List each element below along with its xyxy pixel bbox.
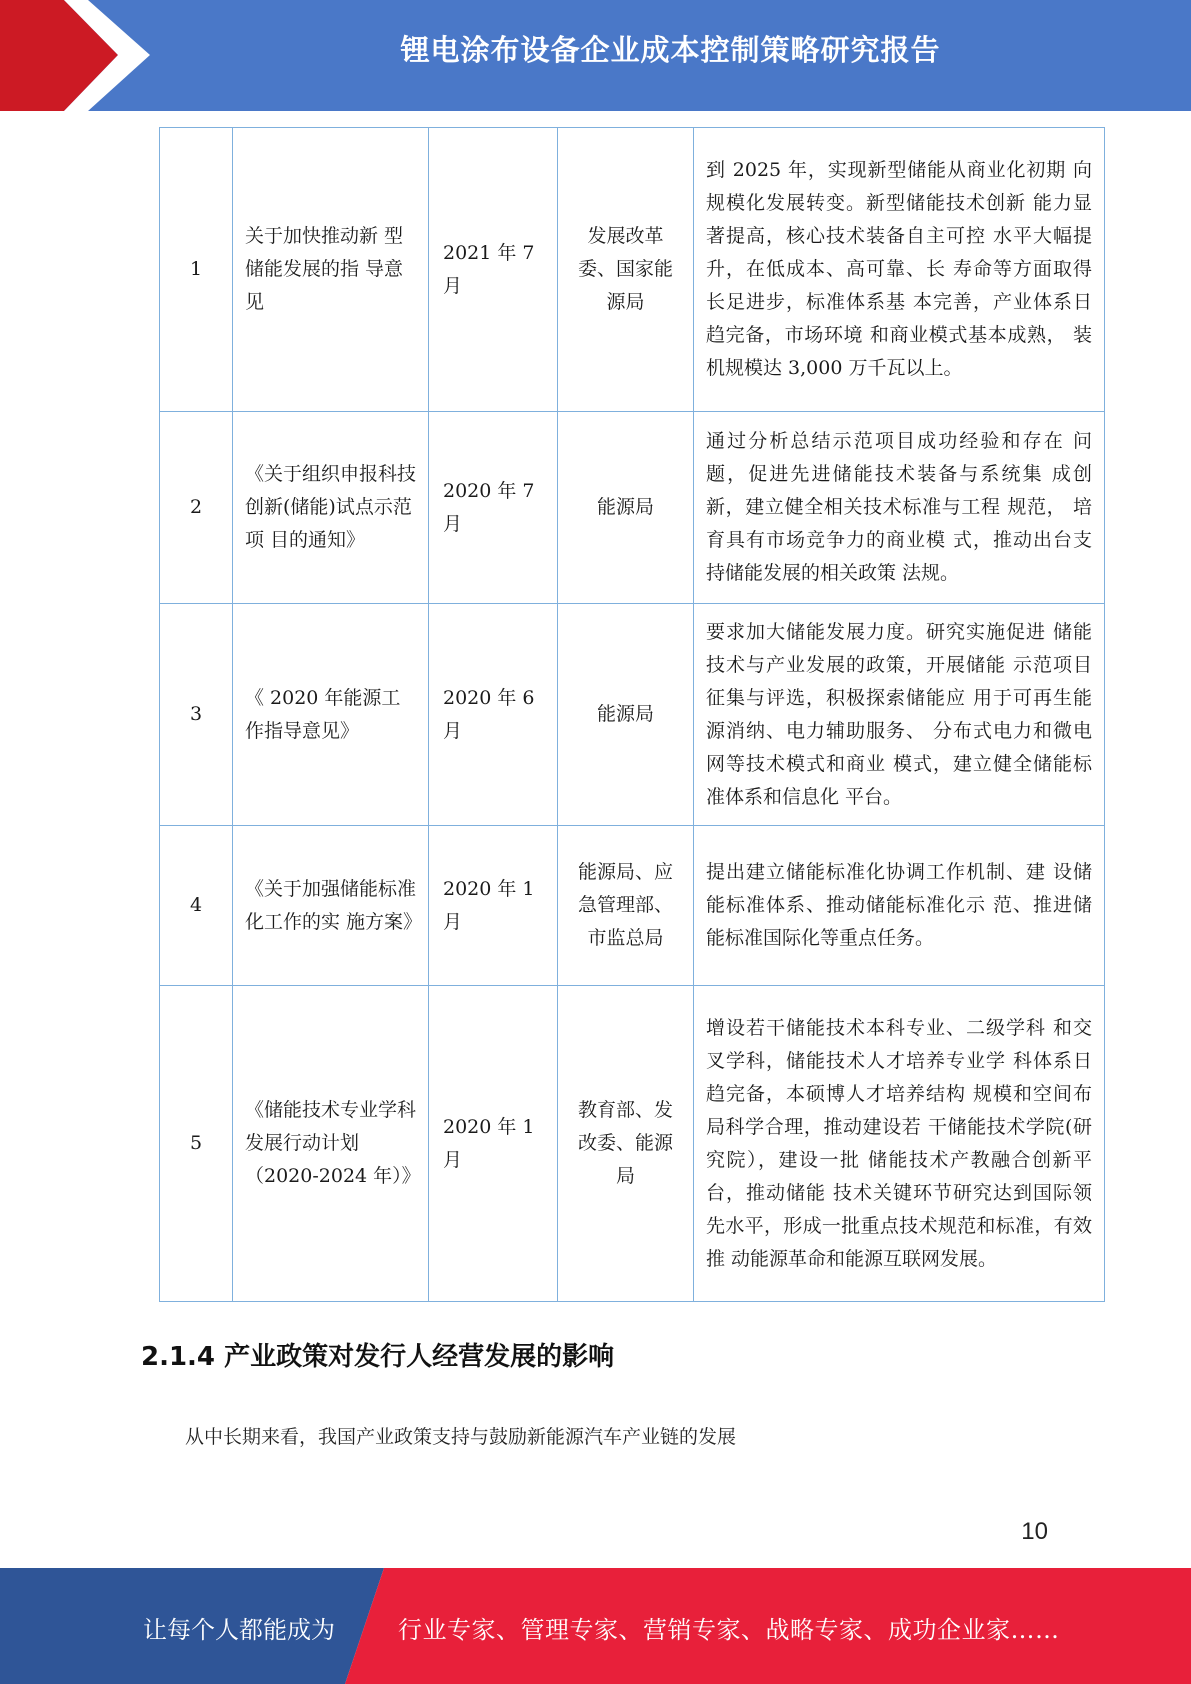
policy-department: 发展改革委、国家能源局 (558, 128, 694, 412)
policy-date: 2020 年 6 月 (429, 604, 558, 826)
policy-name: 《 2020 年能源工作指导意见》 (233, 604, 429, 826)
footer-slogan: 让每个人都能成为 (143, 1616, 335, 1644)
policy-content: 到 2025 年，实现新型储能从商业化初期 向规模化发展转变。新型储能技术创新 能力显著提高，核心技术装备自主可控 水平大幅提升，在低成本、高可靠、长 寿命等方面取得长足进步，标准体系基 本完善，产业体系日趋完备，市场环境 和商业模式基本成熟， 装机规模达 3,000 万千瓦以上。 (694, 128, 1105, 412)
section-heading: 2.1.4 产业政策对发行人经营发展的影响 (141, 1342, 615, 1372)
table-row (160, 128, 1105, 412)
page-header (0, 0, 1191, 111)
policy-content: 要求加大储能发展力度。研究实施促进 储能技术与产业发展的政策，开展储能 示范项目征集与评选，积极探索储能应 用于可再生能源消纳、电力辅助服务、 分布式电力和微电网等技术模式和商业 模式，建立健全储能标准体系和信息化 平台。 (694, 604, 1105, 826)
table-row (160, 986, 1105, 1302)
policy-content: 提出建立储能标准化协调工作机制、建 设储能标准体系、推动储能标准化示 范、推进储能标准国际化等重点任务。 (694, 826, 1105, 986)
policy-name: 《关于加强储能标准化工作的实 施方案》 (233, 826, 429, 986)
page-number: 10 (1021, 1518, 1048, 1545)
policy-table (159, 127, 1105, 1302)
policy-department: 能源局 (558, 412, 694, 604)
policy-department: 教育部、发改委、能源局 (558, 986, 694, 1302)
policy-date: 2020 年 1 月 (429, 986, 558, 1302)
row-number: 1 (160, 128, 233, 412)
page-footer (0, 1568, 1191, 1684)
policy-date: 2020 年 7 月 (429, 412, 558, 604)
policy-date: 2021 年 7 月 (429, 128, 558, 412)
policy-name: 关于加快推动新 型储能发展的指 导意见 (233, 128, 429, 412)
policy-name: 《储能技术专业学科发展行动计划（2020-2024 年）》 (233, 986, 429, 1302)
row-number: 5 (160, 986, 233, 1302)
policy-department: 能源局、应急管理部、市监总局 (558, 826, 694, 986)
policy-date: 2020 年 1 月 (429, 826, 558, 986)
footer-roles: 行业专家、管理专家、营销专家、战略专家、成功企业家…… (398, 1616, 1060, 1644)
body-paragraph: 从中长期来看，我国产业政策支持与鼓励新能源汽车产业链的发展 (185, 1426, 737, 1448)
table-row (160, 826, 1105, 986)
row-number: 4 (160, 826, 233, 986)
row-number: 3 (160, 604, 233, 826)
policy-content: 通过分析总结示范项目成功经验和存在 问题，促进先进储能技术装备与系统集 成创新，建立健全相关技术标准与工程 规范， 培育具有市场竞争力的商业模 式，推动出台支持储能发展的相关政策 法规。 (694, 412, 1105, 604)
table-row (160, 604, 1105, 826)
row-number: 2 (160, 412, 233, 604)
table-row (160, 412, 1105, 604)
report-title: 锂电涂布设备企业成本控制策略研究报告 (400, 33, 941, 67)
policy-name: 《关于组织申报科技创新(储能)试点示范项 目的通知》 (233, 412, 429, 604)
policy-content: 增设若干储能技术本科专业、二级学科 和交叉学科，储能技术人才培养专业学 科体系日趋完备，本硕博人才培养结构 规模和空间布局科学合理，推动建设若 干储能技术学院(研究院），建设一批 储能技术产教融合创新平台，推动储能 技术关键环节研究达到国际领先水平，形成一批重点技术规范和标准，有效推 动能源革命和能源互联网发展。 (694, 986, 1105, 1302)
policy-department: 能源局 (558, 604, 694, 826)
